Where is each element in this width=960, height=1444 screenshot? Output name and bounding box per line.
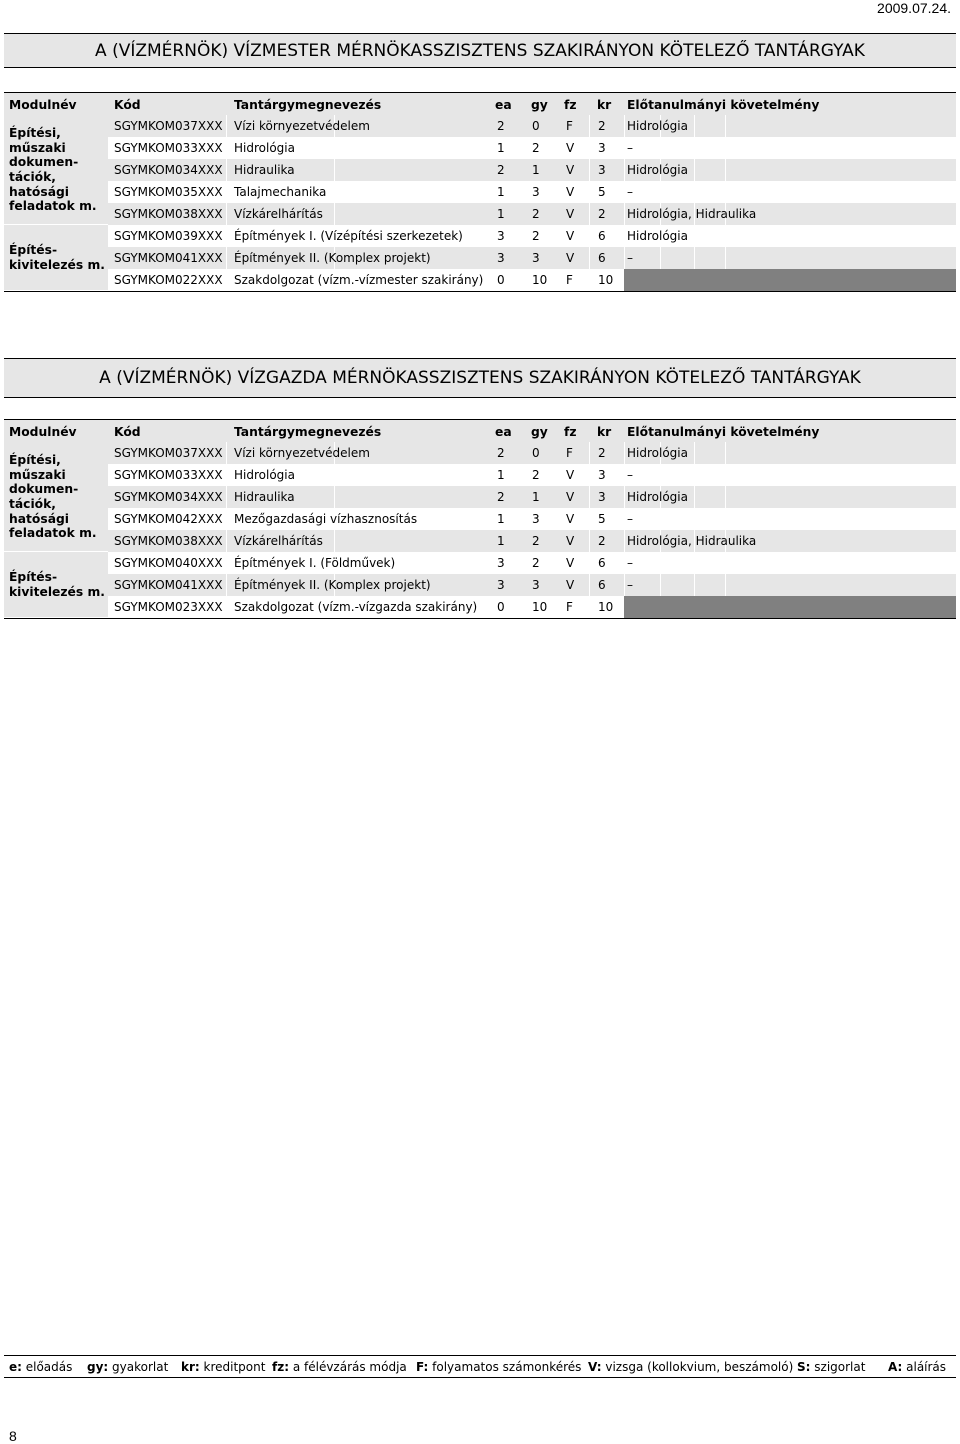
cell-kr: 2 — [598, 534, 606, 548]
column-separator — [725, 464, 726, 486]
section-title-band — [4, 358, 956, 398]
module-name-line: Építési, — [9, 453, 61, 468]
column-separator — [589, 203, 590, 225]
section-title-band — [4, 33, 956, 68]
legend-key: F: — [416, 1360, 429, 1374]
column-separator — [725, 181, 726, 203]
cell-name: Vízi környezetvédelem — [234, 119, 370, 133]
cell-fz: V — [566, 141, 575, 155]
column-separator — [660, 137, 661, 159]
table-row — [108, 596, 956, 618]
legend-text: gyakorlat — [108, 1360, 169, 1374]
document-date: 2009.07.24. — [877, 0, 951, 16]
table-bottom-rule — [4, 291, 956, 292]
cell-gy: 1 — [532, 163, 540, 177]
column-separator — [226, 464, 227, 486]
table-row — [108, 530, 956, 552]
column-separator — [226, 508, 227, 530]
column-separator — [694, 159, 695, 181]
table-row — [108, 115, 956, 137]
column-separator — [334, 181, 335, 203]
legend-bar — [4, 1355, 956, 1378]
column-separator — [624, 137, 625, 159]
legend-text: folyamatos számonkérés — [428, 1360, 582, 1374]
column-separator — [725, 574, 726, 596]
table-row — [108, 486, 956, 508]
cell-fz: V — [566, 185, 575, 199]
cell-fz: F — [566, 273, 573, 287]
cell-kr: 3 — [598, 490, 606, 504]
table-row — [108, 464, 956, 486]
cell-fz: V — [566, 512, 575, 526]
legend-text: aláírás — [902, 1360, 947, 1374]
cell-kr: 6 — [598, 251, 606, 265]
column-separator — [334, 486, 335, 508]
column-header-prereq: Előtanulmányi követelmény — [627, 98, 820, 112]
cell-kr: 6 — [598, 556, 606, 570]
cell-gy: 10 — [532, 273, 548, 287]
column-separator — [694, 181, 695, 203]
column-separator — [725, 159, 726, 181]
cell-prereq: Hidrológia — [627, 229, 688, 243]
cell-ea: 1 — [497, 185, 505, 199]
cell-kr: 2 — [598, 207, 606, 221]
column-separator — [624, 247, 625, 269]
module-name-line: hatósági — [9, 184, 70, 199]
cell-gy: 2 — [532, 207, 540, 221]
cell-code: SGYMKOM033XXX — [114, 468, 223, 482]
column-separator — [660, 247, 661, 269]
cell-name: Építmények I. (Vízépítési szerkezetek) — [234, 229, 463, 243]
column-separator — [694, 247, 695, 269]
cell-name: Hidraulika — [234, 163, 295, 177]
cell-name: Hidrológia — [234, 141, 295, 155]
module-name-line: tációk, — [9, 496, 56, 511]
column-header-ea: ea — [495, 425, 512, 439]
cell-fz: V — [566, 207, 575, 221]
column-separator — [589, 247, 590, 269]
column-separator — [334, 203, 335, 225]
empty-prereq-filler — [624, 269, 956, 291]
column-separator — [624, 225, 625, 247]
column-separator — [226, 247, 227, 269]
table-row — [108, 574, 956, 596]
column-separator — [624, 181, 625, 203]
course-table — [4, 420, 956, 618]
table-bottom-rule — [4, 618, 956, 619]
section-title: A (VÍZMÉRNÖK) VÍZGAZDA MÉRNÖKASSZISZTENS SZAKIRÁNYON KÖTELEZŐ TANTÁRGYAK — [99, 368, 861, 388]
module-name-line: dokumen- — [9, 482, 79, 497]
column-separator — [226, 269, 227, 291]
cell-prereq: Hidrológia, Hidraulika — [627, 207, 757, 221]
module-cell — [4, 552, 108, 617]
cell-code: SGYMKOM037XXX — [114, 119, 223, 133]
cell-ea: 2 — [497, 163, 505, 177]
legend-text: szigorlat — [810, 1360, 866, 1374]
cell-kr: 10 — [598, 600, 614, 614]
module-name-line: Építés- — [9, 570, 58, 585]
column-separator — [725, 442, 726, 464]
legend-key: kr: — [181, 1360, 200, 1374]
cell-code: SGYMKOM038XXX — [114, 207, 223, 221]
column-separator — [589, 508, 590, 530]
cell-code: SGYMKOM037XXX — [114, 446, 223, 460]
column-separator — [624, 530, 625, 552]
column-separator — [660, 464, 661, 486]
cell-ea: 0 — [497, 600, 505, 614]
column-separator — [226, 486, 227, 508]
cell-ea: 3 — [497, 556, 505, 570]
cell-gy: 0 — [532, 446, 540, 460]
column-separator — [624, 464, 625, 486]
cell-kr: 2 — [598, 446, 606, 460]
cell-ea: 2 — [497, 490, 505, 504]
cell-fz: V — [566, 229, 575, 243]
column-separator — [589, 530, 590, 552]
cell-prereq: – — [627, 141, 633, 155]
cell-fz: F — [566, 600, 573, 614]
cell-fz: V — [566, 251, 575, 265]
column-separator — [725, 247, 726, 269]
module-name-line: Építés- — [9, 243, 58, 258]
column-separator — [589, 552, 590, 574]
table-row — [108, 508, 956, 530]
cell-name: Szakdolgozat (vízm.-vízgazda szakirány) — [234, 600, 478, 614]
column-separator — [725, 225, 726, 247]
table-row — [108, 181, 956, 203]
cell-fz: V — [566, 468, 575, 482]
column-separator — [226, 530, 227, 552]
cell-gy: 1 — [532, 490, 540, 504]
cell-gy: 3 — [532, 578, 540, 592]
column-separator — [589, 269, 590, 291]
table-header — [4, 420, 956, 442]
empty-prereq-filler — [624, 596, 956, 618]
column-separator — [334, 464, 335, 486]
cell-code: SGYMKOM042XXX — [114, 512, 223, 526]
cell-gy: 2 — [532, 534, 540, 548]
cell-name: Vízkárelhárítás — [234, 207, 323, 221]
table-row — [108, 137, 956, 159]
cell-gy: 3 — [532, 185, 540, 199]
cell-gy: 2 — [532, 468, 540, 482]
column-separator — [725, 137, 726, 159]
column-header-prereq: Előtanulmányi követelmény — [627, 425, 820, 439]
cell-kr: 3 — [598, 141, 606, 155]
legend-text: kreditpont — [199, 1360, 266, 1374]
cell-ea: 1 — [497, 141, 505, 155]
column-header-gy: gy — [531, 425, 548, 439]
cell-prereq: Hidrológia, Hidraulika — [627, 534, 757, 548]
cell-kr: 10 — [598, 273, 614, 287]
column-separator — [694, 225, 695, 247]
cell-code: SGYMKOM041XXX — [114, 251, 223, 265]
column-separator — [334, 159, 335, 181]
column-separator — [589, 464, 590, 486]
section-title: A (VÍZMÉRNÖK) VÍZMESTER MÉRNÖKASSZISZTENS SZAKIRÁNYON KÖTELEZŐ TANTÁRGYAK — [95, 40, 865, 61]
cell-code: SGYMKOM041XXX — [114, 578, 223, 592]
cell-name: Hidraulika — [234, 490, 295, 504]
column-header-name: Tantárgymegnevezés — [234, 98, 382, 112]
legend-key: e: — [9, 1360, 22, 1374]
cell-kr: 2 — [598, 119, 606, 133]
column-separator — [694, 464, 695, 486]
table-header — [4, 93, 956, 115]
cell-ea: 2 — [497, 446, 505, 460]
legend-item — [888, 1360, 946, 1374]
column-separator — [660, 508, 661, 530]
column-separator — [660, 574, 661, 596]
table-row — [108, 442, 956, 464]
module-name-line: kivitelezés m. — [9, 257, 105, 272]
module-cell — [4, 442, 108, 551]
column-separator — [624, 442, 625, 464]
cell-code: SGYMKOM038XXX — [114, 534, 223, 548]
column-separator — [694, 486, 695, 508]
column-separator — [334, 530, 335, 552]
column-separator — [725, 486, 726, 508]
column-separator — [226, 137, 227, 159]
cell-ea: 1 — [497, 512, 505, 526]
cell-code: SGYMKOM033XXX — [114, 141, 223, 155]
column-separator — [226, 574, 227, 596]
module-cell — [4, 115, 108, 224]
column-separator — [694, 442, 695, 464]
legend-key: V: — [588, 1360, 602, 1374]
cell-kr: 5 — [598, 185, 606, 199]
column-header-module: Modulnév — [9, 425, 77, 439]
cell-prereq: – — [627, 578, 633, 592]
column-separator — [624, 486, 625, 508]
column-separator — [589, 486, 590, 508]
column-separator — [226, 225, 227, 247]
column-separator — [589, 115, 590, 137]
column-separator — [694, 552, 695, 574]
column-separator — [226, 159, 227, 181]
cell-fz: V — [566, 578, 575, 592]
cell-prereq: – — [627, 185, 633, 199]
column-header-gy: gy — [531, 98, 548, 112]
column-separator — [226, 203, 227, 225]
cell-prereq: Hidrológia — [627, 446, 688, 460]
cell-prereq: – — [627, 251, 633, 265]
cell-code: SGYMKOM034XXX — [114, 163, 223, 177]
cell-gy: 3 — [532, 512, 540, 526]
cell-code: SGYMKOM040XXX — [114, 556, 223, 570]
table-body — [4, 442, 956, 618]
column-separator — [694, 508, 695, 530]
column-separator — [660, 181, 661, 203]
cell-name: Vízi környezetvédelem — [234, 446, 370, 460]
column-separator — [725, 508, 726, 530]
column-separator — [334, 137, 335, 159]
legend-item — [797, 1360, 865, 1374]
legend-key: S: — [797, 1360, 811, 1374]
module-name-line: Építési, — [9, 126, 61, 141]
column-header-kr: kr — [597, 98, 612, 112]
legend-item — [9, 1360, 72, 1374]
legend-text: előadás — [21, 1360, 73, 1374]
column-header-fz: fz — [564, 425, 577, 439]
column-separator — [589, 574, 590, 596]
module-name-line: hatósági — [9, 511, 70, 526]
legend-item — [87, 1360, 168, 1374]
column-separator — [226, 115, 227, 137]
column-separator — [725, 552, 726, 574]
column-header-fz: fz — [564, 98, 577, 112]
cell-name: Mezőgazdasági vízhasznosítás — [234, 512, 418, 526]
cell-name: Talajmechanika — [234, 185, 327, 199]
module-name-line: műszaki — [9, 140, 66, 155]
column-separator — [725, 115, 726, 137]
cell-code: SGYMKOM022XXX — [114, 273, 223, 287]
module-cell — [4, 225, 108, 290]
cell-code: SGYMKOM023XXX — [114, 600, 223, 614]
cell-gy: 0 — [532, 119, 540, 133]
cell-fz: F — [566, 446, 573, 460]
cell-ea: 0 — [497, 273, 505, 287]
table-row — [108, 159, 956, 181]
column-header-module: Modulnév — [9, 98, 77, 112]
column-separator — [589, 442, 590, 464]
table-row — [108, 203, 956, 225]
column-header-code: Kód — [114, 98, 141, 112]
column-separator — [624, 552, 625, 574]
cell-name: Építmények II. (Komplex projekt) — [234, 251, 431, 265]
column-separator — [624, 159, 625, 181]
cell-kr: 3 — [598, 163, 606, 177]
cell-prereq: – — [627, 468, 633, 482]
column-separator — [226, 181, 227, 203]
cell-name: Szakdolgozat (vízm.-vízmester szakirány) — [234, 273, 484, 287]
cell-gy: 2 — [532, 229, 540, 243]
cell-prereq: Hidrológia — [627, 163, 688, 177]
column-header-kr: kr — [597, 425, 612, 439]
cell-prereq: – — [627, 556, 633, 570]
cell-prereq: Hidrológia — [627, 490, 688, 504]
module-name-line: kivitelezés m. — [9, 584, 105, 599]
legend-key: A: — [888, 1360, 903, 1374]
cell-ea: 1 — [497, 468, 505, 482]
cell-ea: 1 — [497, 207, 505, 221]
cell-name: Építmények II. (Komplex projekt) — [234, 578, 431, 592]
legend-item — [272, 1360, 407, 1374]
cell-gy: 3 — [532, 251, 540, 265]
legend-text: a félévzárás módja — [289, 1360, 407, 1374]
legend-key: gy: — [87, 1360, 109, 1374]
cell-fz: V — [566, 163, 575, 177]
column-separator — [694, 115, 695, 137]
cell-fz: F — [566, 119, 573, 133]
cell-ea: 3 — [497, 251, 505, 265]
cell-gy: 10 — [532, 600, 548, 614]
column-separator — [589, 137, 590, 159]
cell-kr: 6 — [598, 229, 606, 243]
table-row — [108, 552, 956, 574]
column-header-code: Kód — [114, 425, 141, 439]
table-row — [108, 225, 956, 247]
legend-item — [588, 1360, 793, 1374]
legend-key: fz: — [272, 1360, 290, 1374]
cell-kr: 5 — [598, 512, 606, 526]
cell-prereq: – — [627, 512, 633, 526]
column-header-name: Tantárgymegnevezés — [234, 425, 382, 439]
page-number: 8 — [9, 1428, 17, 1444]
column-separator — [660, 552, 661, 574]
cell-name: Építmények I. (Földművek) — [234, 556, 396, 570]
cell-gy: 2 — [532, 556, 540, 570]
cell-code: SGYMKOM035XXX — [114, 185, 223, 199]
cell-code: SGYMKOM039XXX — [114, 229, 223, 243]
column-separator — [694, 137, 695, 159]
column-header-ea: ea — [495, 98, 512, 112]
legend-item — [416, 1360, 581, 1374]
column-separator — [589, 596, 590, 618]
cell-kr: 6 — [598, 578, 606, 592]
cell-ea: 3 — [497, 229, 505, 243]
cell-fz: V — [566, 490, 575, 504]
legend-text: vizsga (kollokvium, beszámoló) — [601, 1360, 794, 1374]
module-name-line: feladatok m. — [9, 199, 97, 214]
cell-code: SGYMKOM034XXX — [114, 490, 223, 504]
cell-gy: 2 — [532, 141, 540, 155]
cell-fz: V — [566, 556, 575, 570]
cell-name: Vízkárelhárítás — [234, 534, 323, 548]
column-separator — [226, 552, 227, 574]
cell-ea: 3 — [497, 578, 505, 592]
column-separator — [226, 596, 227, 618]
column-separator — [589, 225, 590, 247]
column-separator — [624, 508, 625, 530]
column-separator — [624, 203, 625, 225]
table-row — [108, 247, 956, 269]
course-table — [4, 93, 956, 291]
column-separator — [694, 574, 695, 596]
cell-name: Hidrológia — [234, 468, 295, 482]
cell-ea: 2 — [497, 119, 505, 133]
module-name-line: dokumen- — [9, 155, 79, 170]
cell-fz: V — [566, 534, 575, 548]
module-name-line: műszaki — [9, 467, 66, 482]
table-body — [4, 115, 956, 291]
column-separator — [589, 181, 590, 203]
cell-prereq: Hidrológia — [627, 119, 688, 133]
table-row — [108, 269, 956, 291]
module-name-line: tációk, — [9, 169, 56, 184]
column-separator — [226, 442, 227, 464]
cell-kr: 3 — [598, 468, 606, 482]
column-separator — [624, 115, 625, 137]
module-name-line: feladatok m. — [9, 526, 97, 541]
column-separator — [589, 159, 590, 181]
column-separator — [624, 574, 625, 596]
legend-item — [181, 1360, 265, 1374]
cell-ea: 1 — [497, 534, 505, 548]
